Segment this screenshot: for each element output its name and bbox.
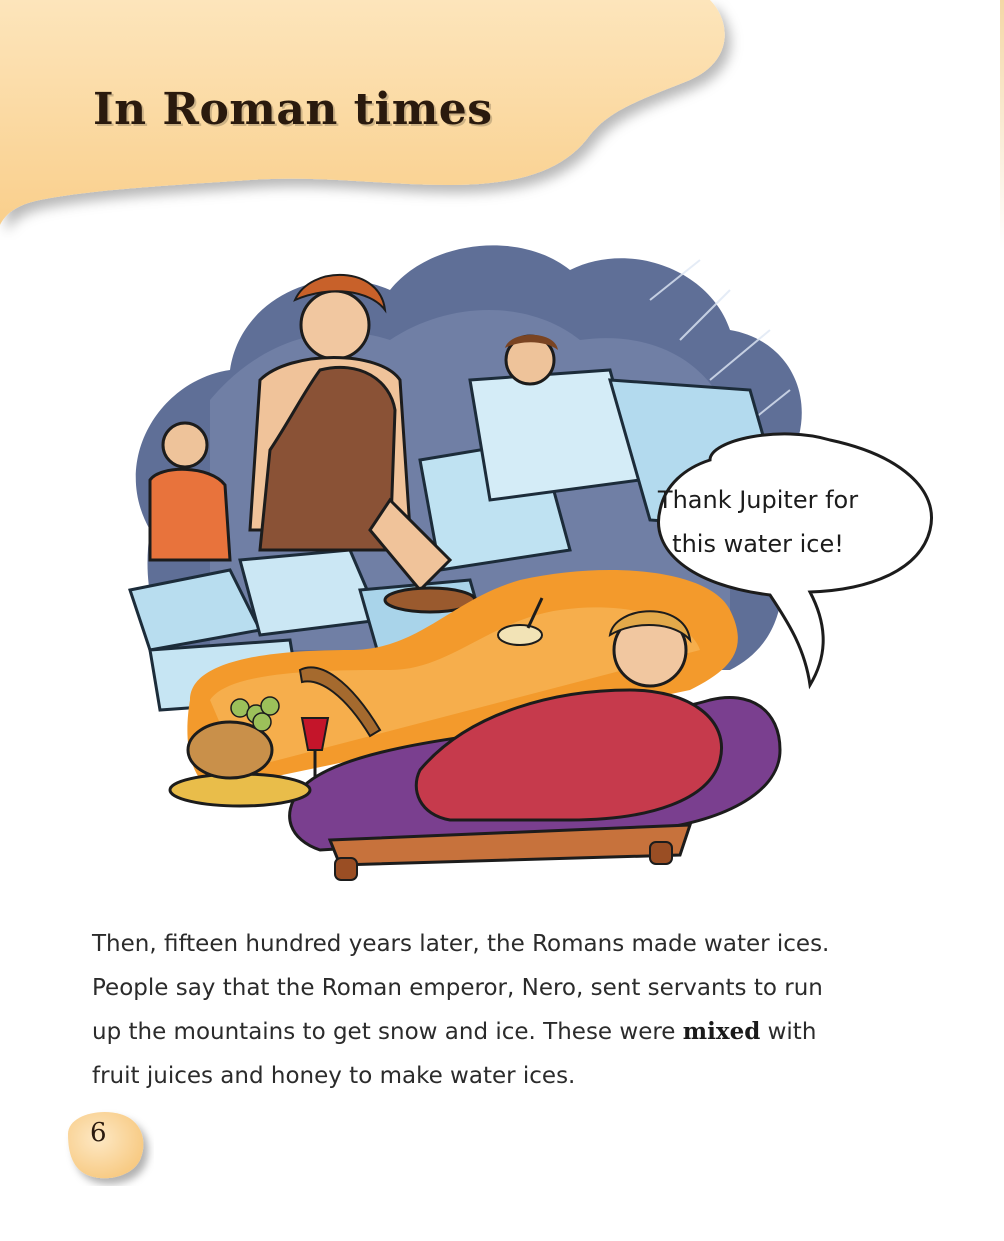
page-edge-accent <box>1000 0 1004 250</box>
bold-keyword-mixed: mixed <box>682 1018 761 1045</box>
page-title: In Roman times <box>93 84 493 135</box>
body-line-segment: with <box>760 1019 817 1045</box>
speech-line: this water ice! <box>672 530 844 558</box>
body-line: fruit juices and honey to make water ices. <box>92 1063 576 1089</box>
body-line: People say that the Roman emperor, Nero, sent servants to run <box>92 975 823 1001</box>
body-line-segment: up the mountains to get snow and ice. These were <box>92 1019 683 1045</box>
body-line: Then, fifteen hundred years later, the Romans made water ices. <box>92 931 830 957</box>
body-line <box>92 1010 912 1054</box>
speech-line: Thank Jupiter for <box>657 486 859 514</box>
page-number: 6 <box>90 1118 107 1148</box>
body-paragraph <box>92 922 912 1098</box>
speech-bubble-text <box>608 478 908 566</box>
